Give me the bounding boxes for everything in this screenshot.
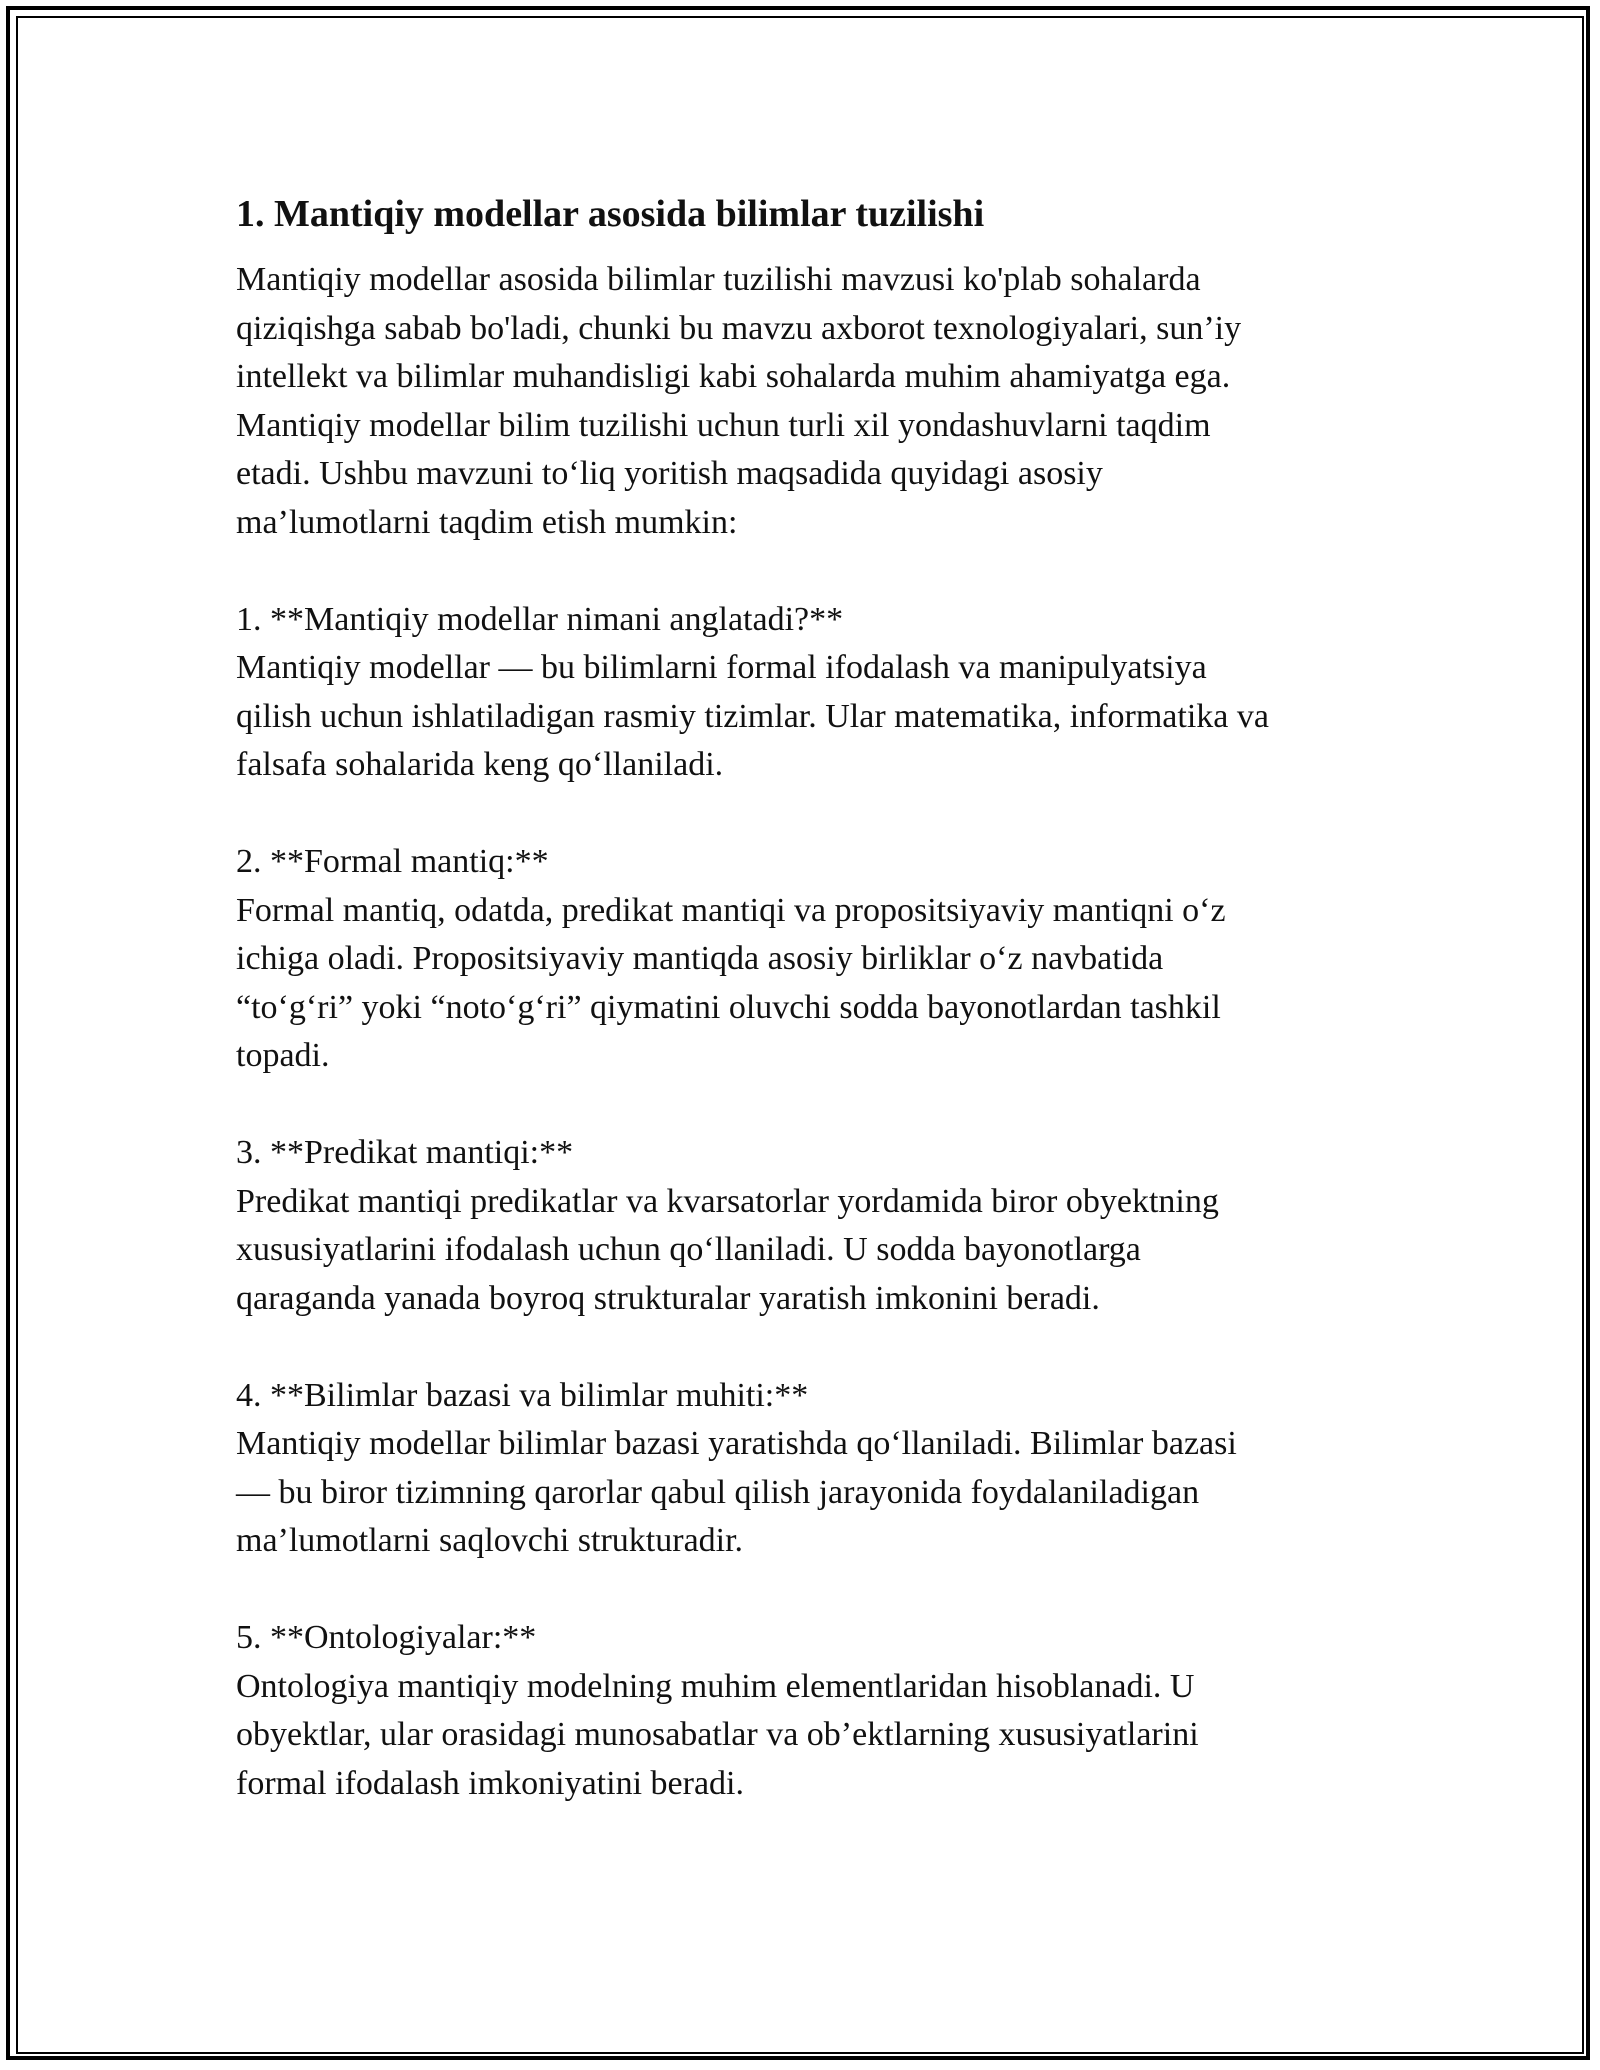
paragraph-gap	[236, 1323, 1366, 1372]
paragraph-gap	[236, 790, 1366, 839]
section-4: 4. **Bilimlar bazasi va bilimlar muhiti:** Mantiqiy modellar bilimlar bazasi yaratishda qo‘llaniladi. Bilimlar bazasi — bu biror tizimning qarorlar qabul qilish jarayonida foydalaniladigan ma’lumotlarni saqlovchi strukturadir.	[236, 1376, 1237, 1559]
document-body	[236, 188, 1366, 1808]
section-3: 3. **Predikat mantiqi:** Predikat mantiqi predikatlar va kvarsatorlar yordamida biror obyektning xususiyatlarini ifodalash uchun qo‘llaniladi. U sodda bayonotlarga qaraganda yanada boyroq strukturalar yaratish imkonini beradi.	[236, 1134, 1219, 1317]
intro-paragraph: Mantiqiy modellar asosida bilimlar tuzilishi mavzusi ko'plab sohalarda qiziqishga sabab bo'ladi, chunki bu mavzu axborot texnologiyalari, sun’iy intellekt va bilimlar muhandisligi kabi sohalarda muhim ahamiyatga ega. Mantiqiy modellar bilim tuzilishi uchun turli xil yondashuvlarni taqdim etadi. Ushbu mavzuni to‘liq yoritish maqsadida quyidagi asosiy ma’lumotlarni taqdim etish mumkin:	[236, 261, 1242, 541]
section-1: 1. **Mantiqiy modellar nimani anglatadi?** Mantiqiy modellar — bu bilimlarni formal ifodalash va manipulyatsiya qilish uchun ishlatiladigan rasmiy tizimlar. Ular matematika, informatika va falsafa sohalarida keng qo‘llaniladi.	[236, 600, 1269, 783]
paragraph-gap	[236, 1081, 1366, 1130]
section-5: 5. **Ontologiyalar:** Ontologiya mantiqiy modelning muhim elementlaridan hisoblanadi. U obyektlar, ular orasidagi munosabatlar va ob’ektlarning xususiyatlarini formal ifodalash imkoniyatini beradi.	[236, 1619, 1199, 1802]
paragraph-gap	[236, 547, 1366, 596]
paragraph-gap	[236, 1566, 1366, 1615]
section-2: 2. **Formal mantiq:** Formal mantiq, odatda, predikat mantiqi va propositsiyaviy mantiqni o‘z ichiga oladi. Propositsiyaviy mantiqda asosiy birliklar o‘z navbatida “to‘g‘ri” yoki “noto‘g‘ri” qiymatini oluvchi sodda bayonotlardan tashkil topadi.	[236, 843, 1226, 1074]
document-title: 1. Mantiqiy modellar asosida bilimlar tuzilishi	[236, 193, 985, 235]
